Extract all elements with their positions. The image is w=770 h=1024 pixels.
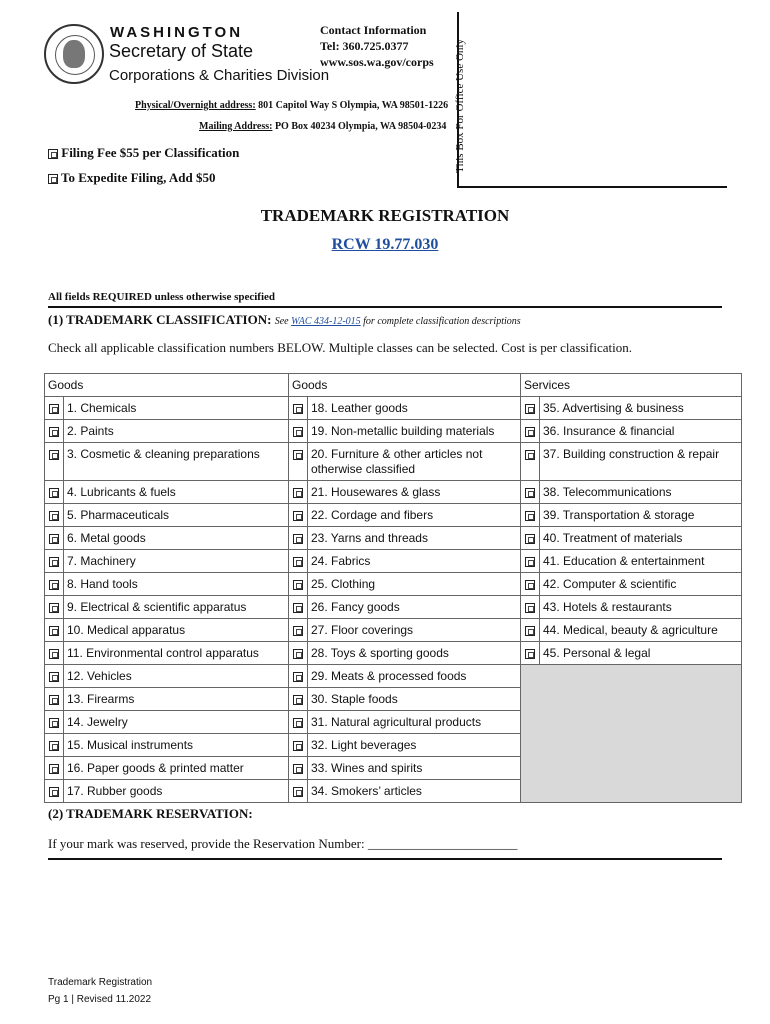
class-checkbox[interactable]	[525, 427, 535, 437]
class-label: 43. Hotels & restaurants	[540, 596, 742, 619]
footer-page: Pg 1 | Revised 11.2022	[48, 994, 152, 1005]
rcw-link[interactable]: RCW 19.77.030	[331, 236, 439, 253]
class-checkbox[interactable]	[293, 603, 303, 613]
class-checkbox[interactable]	[49, 603, 59, 613]
office-use-box	[457, 12, 727, 188]
reservation-number-field[interactable]: _______________________	[367, 836, 518, 851]
class-checkbox[interactable]	[525, 404, 535, 414]
physical-address: Physical/Overnight address: 801 Capitol Way S Olympia, WA 98501-1226	[135, 100, 449, 111]
org-name-division: Corporations & Charities Division	[109, 67, 330, 84]
class-checkbox[interactable]	[525, 488, 535, 498]
class-label: 14. Jewelry	[64, 711, 289, 734]
column-header: Goods	[45, 374, 289, 397]
wac-link[interactable]: WAC 434-12-015	[291, 316, 361, 327]
class-label: 7. Machinery	[64, 550, 289, 573]
class-checkbox[interactable]	[293, 718, 303, 728]
class-label: 5. Pharmaceuticals	[64, 504, 289, 527]
class-label: 28. Toys & sporting goods	[308, 642, 521, 665]
contact-tel: Tel: 360.725.0377	[320, 39, 409, 53]
table-row	[45, 665, 742, 688]
divider	[48, 858, 722, 860]
filing-fee-checkbox[interactable]	[48, 149, 58, 159]
class-label: 21. Housewares & glass	[308, 481, 521, 504]
class-checkbox[interactable]	[525, 534, 535, 544]
section1-instruction: Check all applicable classification numbers BELOW. Multiple classes can be selected. Cost is per classification.	[48, 340, 632, 355]
class-checkbox[interactable]	[49, 511, 59, 521]
class-checkbox[interactable]	[293, 580, 303, 590]
class-label: 29. Meats & processed foods	[308, 665, 521, 688]
class-label: 42. Computer & scientific	[540, 573, 742, 596]
class-label: 33. Wines and spirits	[308, 757, 521, 780]
class-label: 2. Paints	[64, 420, 289, 443]
class-checkbox[interactable]	[49, 404, 59, 414]
class-label: 30. Staple foods	[308, 688, 521, 711]
class-label: 20. Furniture & other articles not otherwise classified	[308, 443, 521, 481]
class-label: 11. Environmental control apparatus	[64, 642, 289, 665]
expedite-checkbox[interactable]	[48, 174, 58, 184]
filing-fee-option[interactable]	[48, 145, 239, 161]
class-checkbox[interactable]	[293, 649, 303, 659]
class-checkbox[interactable]	[293, 427, 303, 437]
class-label: 40. Treatment of materials	[540, 527, 742, 550]
divider	[48, 306, 722, 308]
section1-heading: (1) TRADEMARK CLASSIFICATION: See WAC 434-12-015 for complete classification descriptions	[48, 312, 521, 327]
class-checkbox[interactable]	[49, 427, 59, 437]
class-label: 27. Floor coverings	[308, 619, 521, 642]
class-checkbox[interactable]	[293, 787, 303, 797]
class-checkbox[interactable]	[49, 534, 59, 544]
class-label: 8. Hand tools	[64, 573, 289, 596]
table-row	[45, 550, 742, 573]
class-checkbox[interactable]	[49, 787, 59, 797]
class-checkbox[interactable]	[293, 764, 303, 774]
table-row	[45, 397, 742, 420]
class-checkbox[interactable]	[293, 488, 303, 498]
org-name-washington: WASHINGTON	[110, 24, 244, 41]
org-name-secretary: Secretary of State	[109, 41, 254, 61]
class-checkbox[interactable]	[293, 511, 303, 521]
page-title: TRADEMARK REGISTRATION	[260, 206, 510, 225]
class-label: 37. Building construction & repair	[540, 443, 742, 481]
class-label: 23. Yarns and threads	[308, 527, 521, 550]
contact-web: www.sos.wa.gov/corps	[320, 55, 434, 69]
expedite-option[interactable]	[48, 170, 216, 186]
class-checkbox[interactable]	[293, 626, 303, 636]
class-label: 41. Education & entertainment	[540, 550, 742, 573]
class-label: 1. Chemicals	[64, 397, 289, 420]
table-row	[45, 619, 742, 642]
class-checkbox[interactable]	[293, 557, 303, 567]
class-label: 6. Metal goods	[64, 527, 289, 550]
section2-heading: (2) TRADEMARK RESERVATION:	[48, 806, 253, 821]
class-checkbox[interactable]	[49, 695, 59, 705]
expedite-label: To Expedite Filing, Add $50	[61, 170, 216, 185]
class-checkbox[interactable]	[49, 488, 59, 498]
table-row	[45, 573, 742, 596]
class-checkbox[interactable]	[293, 695, 303, 705]
table-row	[45, 642, 742, 665]
class-label: 26. Fancy goods	[308, 596, 521, 619]
class-label: 36. Insurance & financial	[540, 420, 742, 443]
class-label: 19. Non-metallic building materials	[308, 420, 521, 443]
class-checkbox[interactable]	[293, 404, 303, 414]
class-checkbox[interactable]	[49, 626, 59, 636]
class-label: 35. Advertising & business	[540, 397, 742, 420]
column-header: Goods	[289, 374, 521, 397]
class-checkbox[interactable]	[525, 511, 535, 521]
class-label: 38. Telecommunications	[540, 481, 742, 504]
classification-table	[44, 373, 742, 803]
class-checkbox[interactable]	[293, 534, 303, 544]
class-checkbox[interactable]	[525, 603, 535, 613]
class-label: 22. Cordage and fibers	[308, 504, 521, 527]
mailing-address: Mailing Address: PO Box 40234 Olympia, WA 98504-0234	[199, 121, 447, 132]
class-checkbox[interactable]	[525, 557, 535, 567]
class-label: 15. Musical instruments	[64, 734, 289, 757]
class-checkbox[interactable]	[525, 580, 535, 590]
class-label: 24. Fabrics	[308, 550, 521, 573]
class-label: 32. Light beverages	[308, 734, 521, 757]
class-checkbox[interactable]	[49, 580, 59, 590]
class-checkbox[interactable]	[49, 450, 59, 460]
class-label: 3. Cosmetic & cleaning preparations	[64, 443, 289, 481]
class-checkbox[interactable]	[49, 718, 59, 728]
class-label: 45. Personal & legal	[540, 642, 742, 665]
class-label: 31. Natural agricultural products	[308, 711, 521, 734]
reservation-prompt: If your mark was reserved, provide the Reservation Number: _______________________	[48, 836, 518, 851]
table-row	[45, 596, 742, 619]
class-checkbox[interactable]	[293, 741, 303, 751]
column-header: Services	[521, 374, 742, 397]
class-checkbox[interactable]	[293, 450, 303, 460]
class-label: 25. Clothing	[308, 573, 521, 596]
office-use-label: This Box For Office Use Only	[454, 39, 466, 173]
class-label: 34. Smokers’ articles	[308, 780, 521, 803]
class-checkbox[interactable]	[49, 672, 59, 682]
class-label: 17. Rubber goods	[64, 780, 289, 803]
class-checkbox[interactable]	[49, 764, 59, 774]
class-checkbox[interactable]	[525, 450, 535, 460]
table-row	[45, 443, 742, 481]
class-checkbox[interactable]	[49, 557, 59, 567]
class-label: 18. Leather goods	[308, 397, 521, 420]
unused-area	[521, 665, 742, 803]
class-checkbox[interactable]	[49, 741, 59, 751]
class-checkbox[interactable]	[49, 649, 59, 659]
state-seal-logo	[44, 24, 104, 84]
class-label: 44. Medical, beauty & agriculture	[540, 619, 742, 642]
required-note: All fields REQUIRED unless otherwise specified	[48, 291, 276, 303]
class-label: 9. Electrical & scientific apparatus	[64, 596, 289, 619]
class-label: 16. Paper goods & printed matter	[64, 757, 289, 780]
table-row	[45, 504, 742, 527]
contact-title: Contact Information	[320, 23, 427, 37]
class-label: 12. Vehicles	[64, 665, 289, 688]
filing-fee-label: Filing Fee $55 per Classification	[61, 145, 240, 160]
table-row	[45, 420, 742, 443]
class-label: 13. Firearms	[64, 688, 289, 711]
footer-title: Trademark Registration	[48, 977, 153, 988]
class-label: 10. Medical apparatus	[64, 619, 289, 642]
class-checkbox[interactable]	[293, 672, 303, 682]
class-label: 39. Transportation & storage	[540, 504, 742, 527]
class-checkbox[interactable]	[525, 649, 535, 659]
contact-block	[320, 22, 434, 70]
table-row	[45, 481, 742, 504]
class-checkbox[interactable]	[525, 626, 535, 636]
table-row	[45, 527, 742, 550]
class-label: 4. Lubricants & fuels	[64, 481, 289, 504]
